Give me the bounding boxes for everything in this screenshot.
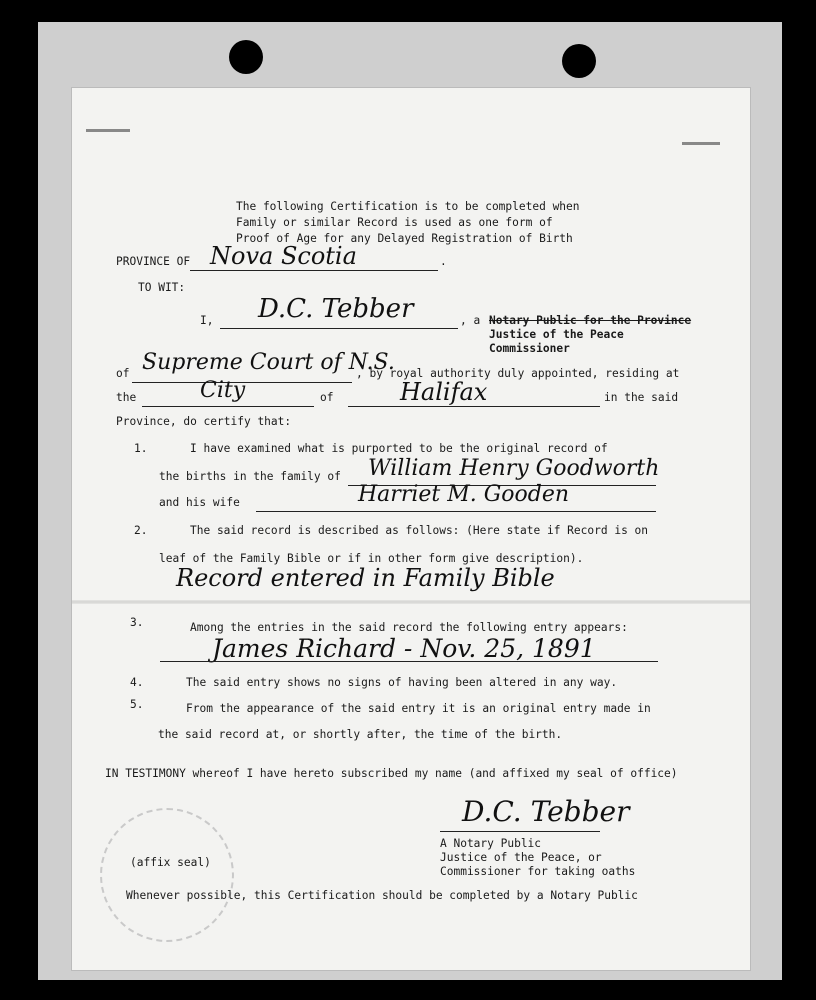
signature-underline <box>440 831 600 832</box>
birth-entry: James Richard - Nov. 25, 1891 <box>212 634 596 663</box>
punch-hole-right <box>562 44 596 78</box>
sign-block-line-3: Commissioner for taking oaths <box>440 865 636 878</box>
of-prefix: of <box>116 367 130 380</box>
sign-block-line-2: Justice of the Peace, or <box>440 851 602 864</box>
residence-suffix: in the said <box>604 391 679 404</box>
signature: D.C. Tebber <box>462 795 630 828</box>
paper-clip-right <box>682 142 720 145</box>
residence-of: of <box>320 391 334 404</box>
residence-place-underline <box>348 406 600 407</box>
residence-place: Halifax <box>400 378 488 406</box>
side-margin-text <box>44 120 58 820</box>
item-1-line-3: and his wife <box>159 496 240 509</box>
province-underline <box>190 270 438 271</box>
item-4-number: 4. <box>130 676 144 689</box>
certifier-suffix: , a <box>460 314 481 327</box>
certifier-underline <box>220 328 458 329</box>
item-1-line-1: I have examined what is purported to be the original record of <box>190 442 608 455</box>
province-value: Nova Scotia <box>210 242 357 270</box>
to-wit-label: TO WIT: <box>138 281 186 294</box>
sign-block-line-1: A Notary Public <box>440 837 542 850</box>
paper-clip-left <box>86 129 130 132</box>
mother-name: Harriet M. Gooden <box>358 482 570 507</box>
header-line-1: The following Certification is to be completed when <box>236 200 580 213</box>
province-label: PROVINCE OF <box>116 255 191 268</box>
punch-hole-left <box>229 40 263 74</box>
affix-seal-label: (affix seal) <box>130 856 211 869</box>
item-5-line-2: the said record at, or shortly after, the time of the birth. <box>158 728 563 741</box>
item-5-line-1: From the appearance of the said entry it is an original entry made in <box>186 702 651 715</box>
header-line-3: Proof of Age for any Delayed Registration of Birth <box>236 232 573 245</box>
record-description: Record entered in Family Bible <box>176 564 555 592</box>
embossed-seal <box>100 808 234 942</box>
of-suffix: , by royal authority duly appointed, residing at <box>356 367 680 380</box>
footer-note: Whenever possible, this Certification should be completed by a Notary Public <box>126 889 638 902</box>
certifier-role-1: Notary Public for the Province <box>489 314 692 327</box>
header-line-2: Family or similar Record is used as one form of <box>236 216 553 229</box>
item-2-line-2: leaf of the Family Bible or if in other form give description). <box>159 552 584 565</box>
certifier-role-3: Commissioner <box>489 342 570 355</box>
item-1-number: 1. <box>134 442 148 455</box>
certifier-name: D.C. Tebber <box>258 294 414 324</box>
item-2-number: 2. <box>134 524 148 537</box>
certifier-prefix: I, <box>200 314 214 327</box>
father-name: William Henry Goodworth <box>368 456 660 481</box>
item-3-line-1: Among the entries in the said record the following entry appears: <box>190 621 628 634</box>
residence-the: the <box>116 391 137 404</box>
item-1-line-2: the births in the family of <box>159 470 341 483</box>
residence-place-type: City <box>200 378 246 403</box>
certifier-role-2: Justice of the Peace <box>489 328 624 341</box>
item-4-line-1: The said entry shows no signs of having been altered in any way. <box>186 676 618 689</box>
mother-underline <box>256 511 656 512</box>
of-value: Supreme Court of N.S. <box>142 350 395 375</box>
province-trail: . <box>440 255 447 268</box>
item-5-number: 5. <box>130 698 144 711</box>
entry-underline <box>160 661 658 662</box>
item-3-number: 3. <box>130 616 144 629</box>
testimony-text: IN TESTIMONY whereof I have hereto subscribed my name (and affixed my seal of office) <box>105 767 678 780</box>
item-2-line-1: The said record is described as follows: (Here state if Record is on <box>190 524 649 537</box>
fold-line <box>72 600 750 604</box>
certify-text: Province, do certify that: <box>116 415 292 428</box>
residence-type-underline <box>142 406 314 407</box>
